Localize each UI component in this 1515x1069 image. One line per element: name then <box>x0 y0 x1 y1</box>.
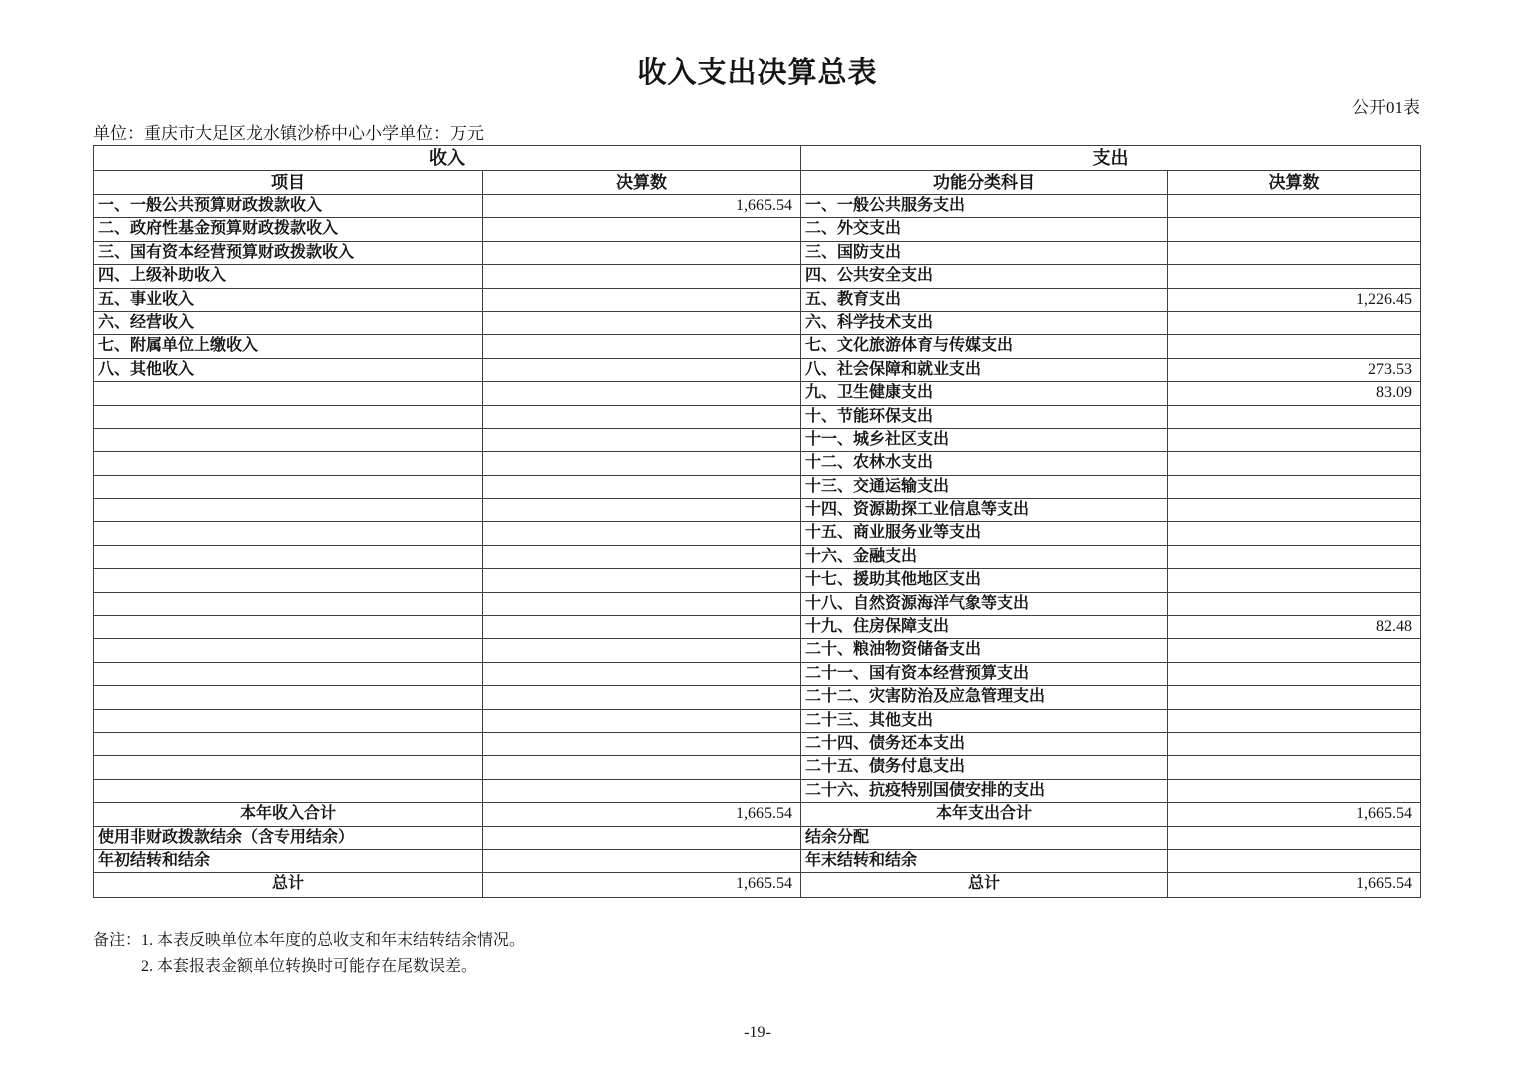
table-row <box>801 733 1420 756</box>
row-value: 273.53 <box>1368 360 1412 378</box>
row-label <box>94 569 483 591</box>
row-value: 1,665.54 <box>736 875 792 893</box>
row-value: 1,665.54 <box>736 805 792 823</box>
page-title: 收入支出决算总表 <box>637 57 878 89</box>
row-label: 十九、住房保障支出 <box>801 616 1168 638</box>
table-row <box>801 359 1420 382</box>
row-label <box>94 756 483 778</box>
row-label: 十三、交通运输支出 <box>801 476 1168 498</box>
row-label <box>94 663 483 685</box>
row-label: 二十四、债务还本支出 <box>801 733 1168 755</box>
note-line: 2. 本套报表金额单位转换时可能存在尾数误差。 <box>141 958 478 975</box>
table-row <box>801 476 1420 499</box>
row-value <box>1168 476 1420 498</box>
table-row <box>94 873 800 896</box>
row-value <box>1168 710 1420 732</box>
row-value <box>1168 686 1420 708</box>
row-value <box>483 382 800 404</box>
row-label: 总计 <box>94 873 483 896</box>
row-label <box>94 780 483 802</box>
table-row <box>94 780 800 803</box>
table-row <box>94 686 800 709</box>
table-row <box>801 756 1420 779</box>
row-value <box>1168 827 1420 849</box>
table-row <box>94 616 800 639</box>
row-value <box>483 850 800 872</box>
row-value: 83.09 <box>1376 384 1412 402</box>
table-row <box>801 242 1420 265</box>
table-row <box>94 265 800 288</box>
table-row <box>94 289 800 312</box>
row-value: 1,665.54 <box>1356 805 1412 823</box>
row-label <box>94 452 483 474</box>
table-code: 公开01表 <box>1352 98 1420 117</box>
row-value <box>483 569 800 591</box>
row-value <box>1168 546 1420 568</box>
row-value <box>483 616 800 638</box>
table-row <box>94 335 800 358</box>
row-label: 十四、资源勘探工业信息等支出 <box>801 499 1168 521</box>
table-row <box>801 312 1420 335</box>
row-label: 九、卫生健康支出 <box>801 382 1168 404</box>
row-value: 1,665.54 <box>1356 875 1412 893</box>
table-row <box>801 218 1420 241</box>
table-row <box>801 499 1420 522</box>
row-value <box>483 733 800 755</box>
row-label <box>94 522 483 544</box>
table-row <box>94 452 800 475</box>
row-label: 十、节能环保支出 <box>801 406 1168 428</box>
table-row <box>801 803 1420 826</box>
table-row <box>94 429 800 452</box>
row-label <box>94 639 483 661</box>
row-label <box>94 710 483 732</box>
row-value <box>1168 335 1420 357</box>
row-value <box>483 265 800 287</box>
notes <box>93 928 525 980</box>
row-label: 本年收入合计 <box>94 803 483 825</box>
row-label: 四、上级补助收入 <box>94 265 483 287</box>
row-value <box>483 406 800 428</box>
row-value <box>483 756 800 778</box>
row-label: 年初结转和结余 <box>94 850 483 872</box>
summary-table <box>93 145 1421 898</box>
table-row <box>801 195 1420 218</box>
row-label: 五、教育支出 <box>801 289 1168 311</box>
table-row <box>94 756 800 779</box>
row-value <box>483 827 800 849</box>
row-value: 82.48 <box>1376 618 1412 636</box>
row-value <box>1168 850 1420 872</box>
expenditure-section <box>801 146 1420 897</box>
table-row <box>94 593 800 616</box>
table-row <box>94 359 800 382</box>
row-label: 三、国防支出 <box>801 242 1168 264</box>
row-label <box>94 382 483 404</box>
table-row <box>94 499 800 522</box>
row-label: 结余分配 <box>801 827 1168 849</box>
table-row <box>801 382 1420 405</box>
unit-line: 单位：重庆市大足区龙水镇沙桥中心小学单位：万元 <box>93 124 484 143</box>
table-row <box>801 780 1420 803</box>
table-row <box>94 569 800 592</box>
row-value <box>1168 242 1420 264</box>
expenditure-rows <box>801 195 1420 897</box>
row-label: 二十五、债务付息支出 <box>801 756 1168 778</box>
row-value <box>1168 195 1420 217</box>
row-value <box>1168 780 1420 802</box>
row-label: 二十、粮油物资储备支出 <box>801 639 1168 661</box>
row-value <box>1168 639 1420 661</box>
table-row <box>94 312 800 335</box>
row-value <box>1168 569 1420 591</box>
row-label <box>94 499 483 521</box>
table-row <box>801 406 1420 429</box>
row-value <box>1168 733 1420 755</box>
row-value <box>483 476 800 498</box>
table-row <box>801 593 1420 616</box>
row-label <box>94 686 483 708</box>
expenditure-col-item-header: 功能分类科目 <box>801 171 1168 194</box>
row-value <box>483 710 800 732</box>
table-row <box>94 663 800 686</box>
row-value <box>483 686 800 708</box>
row-label <box>94 476 483 498</box>
row-value <box>1168 756 1420 778</box>
page-number: -19- <box>744 1024 771 1041</box>
table-row <box>801 663 1420 686</box>
table-row <box>94 218 800 241</box>
row-label: 一、一般公共服务支出 <box>801 195 1168 217</box>
row-label: 总计 <box>801 873 1168 896</box>
expenditure-col-value-header: 决算数 <box>1268 173 1320 192</box>
expenditure-section-header: 支出 <box>801 146 1420 171</box>
notes-lines <box>141 928 525 980</box>
note-line: 1. 本表反映单位本年度的总收支和年末结转结余情况。 <box>141 932 526 949</box>
row-value <box>1168 522 1420 544</box>
row-value <box>1168 429 1420 451</box>
income-col-value-header: 决算数 <box>616 173 667 192</box>
row-value <box>483 663 800 685</box>
row-label: 二十三、其他支出 <box>801 710 1168 732</box>
table-row <box>94 546 800 569</box>
row-label: 二十一、国有资本经营预算支出 <box>801 663 1168 685</box>
table-row <box>94 476 800 499</box>
table-row <box>94 827 800 850</box>
row-label: 六、经营收入 <box>94 312 483 334</box>
row-value <box>1168 593 1420 615</box>
row-label: 十一、城乡社区支出 <box>801 429 1168 451</box>
table-row <box>801 710 1420 733</box>
row-label: 八、社会保障和就业支出 <box>801 359 1168 381</box>
row-label <box>94 546 483 568</box>
table-row <box>801 265 1420 288</box>
income-section-header: 收入 <box>94 146 800 171</box>
table-row <box>801 546 1420 569</box>
row-label: 八、其他收入 <box>94 359 483 381</box>
table-row <box>801 429 1420 452</box>
table-row <box>801 639 1420 662</box>
income-rows <box>94 195 800 897</box>
table-row <box>94 406 800 429</box>
table-row <box>801 873 1420 896</box>
row-label: 五、事业收入 <box>94 289 483 311</box>
row-label: 十二、农林水支出 <box>801 452 1168 474</box>
row-label: 四、公共安全支出 <box>801 265 1168 287</box>
row-value <box>1168 452 1420 474</box>
table-row <box>801 616 1420 639</box>
row-value <box>483 218 800 240</box>
table-row <box>801 452 1420 475</box>
row-label <box>94 733 483 755</box>
income-col-item-header: 项目 <box>94 171 483 194</box>
row-label: 年末结转和结余 <box>801 850 1168 872</box>
row-value <box>483 546 800 568</box>
row-label: 二十六、抗疫特别国债安排的支出 <box>801 780 1168 802</box>
table-row <box>94 242 800 265</box>
row-value <box>1168 406 1420 428</box>
row-label: 十五、商业服务业等支出 <box>801 522 1168 544</box>
row-value <box>483 359 800 381</box>
row-value <box>1168 218 1420 240</box>
row-value: 1,665.54 <box>736 197 792 214</box>
row-value <box>483 499 800 521</box>
row-label: 十八、自然资源海洋气象等支出 <box>801 593 1168 615</box>
table-row <box>94 195 800 218</box>
row-label <box>94 616 483 638</box>
table-row <box>801 289 1420 312</box>
row-value <box>483 593 800 615</box>
table-row <box>94 522 800 545</box>
table-row <box>94 639 800 662</box>
table-row <box>801 827 1420 850</box>
row-label: 三、国有资本经营预算财政拨款收入 <box>94 242 483 264</box>
table-row <box>94 850 800 873</box>
row-label <box>94 429 483 451</box>
row-label: 七、文化旅游体育与传媒支出 <box>801 335 1168 357</box>
row-label: 二、外交支出 <box>801 218 1168 240</box>
income-section <box>94 146 801 897</box>
row-value <box>483 312 800 334</box>
row-value <box>1168 663 1420 685</box>
row-label: 十六、金融支出 <box>801 546 1168 568</box>
income-column-headers <box>94 171 800 195</box>
row-label: 二十二、灾害防治及应急管理支出 <box>801 686 1168 708</box>
row-label <box>94 406 483 428</box>
row-value <box>483 780 800 802</box>
table-row <box>801 335 1420 358</box>
table-row <box>801 522 1420 545</box>
row-value <box>483 335 800 357</box>
table-row <box>94 382 800 405</box>
row-value <box>1168 265 1420 287</box>
table-row <box>94 803 800 826</box>
expenditure-column-headers <box>801 171 1420 195</box>
row-value <box>483 289 800 311</box>
row-value <box>1168 312 1420 334</box>
row-label: 本年支出合计 <box>801 803 1168 825</box>
row-label: 六、科学技术支出 <box>801 312 1168 334</box>
table-row <box>801 850 1420 873</box>
table-row <box>801 686 1420 709</box>
row-value <box>483 522 800 544</box>
row-value <box>483 429 800 451</box>
row-label: 七、附属单位上缴收入 <box>94 335 483 357</box>
row-value <box>483 242 800 264</box>
table-row <box>801 569 1420 592</box>
notes-label: 备注： <box>93 932 142 949</box>
row-value <box>483 639 800 661</box>
row-value <box>483 452 800 474</box>
row-label <box>94 593 483 615</box>
row-label: 一、一般公共预算财政拨款收入 <box>94 195 483 217</box>
row-value <box>1168 499 1420 521</box>
row-value: 1,226.45 <box>1356 290 1412 308</box>
row-label: 二、政府性基金预算财政拨款收入 <box>94 218 483 240</box>
row-label: 使用非财政拨款结余（含专用结余） <box>94 827 483 849</box>
table-row <box>94 733 800 756</box>
row-label: 十七、援助其他地区支出 <box>801 569 1168 591</box>
table-row <box>94 710 800 733</box>
